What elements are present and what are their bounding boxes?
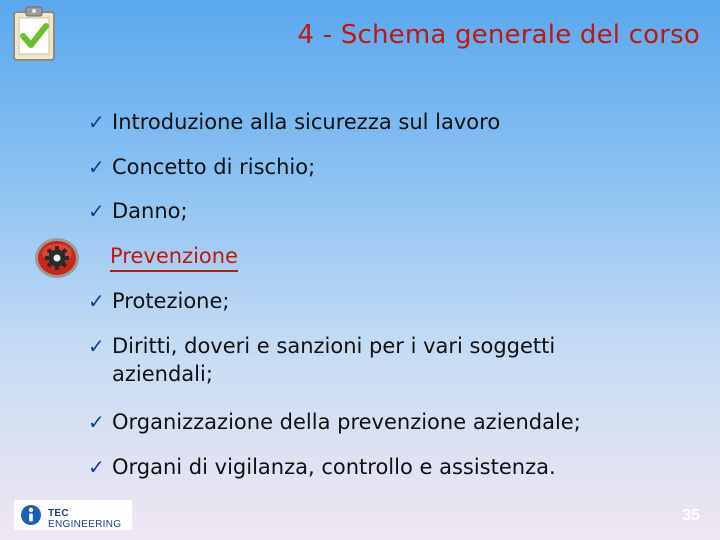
- checkmark-icon: ✓: [88, 110, 105, 134]
- outline-item: ✓ Organizzazione della prevenzione aziendale;: [88, 410, 581, 434]
- gear-button-icon[interactable]: [32, 236, 82, 280]
- outline-item: ✓ Introduzione alla sicurezza sul lavoro: [88, 110, 501, 134]
- outline-item: ✓ Diritti, doveri e sanzioni per i vari soggetti aziendali;: [88, 334, 556, 386]
- checkmark-icon: ✓: [88, 155, 105, 179]
- checkmark-icon: ✓: [88, 334, 105, 358]
- company-logo: [14, 500, 132, 530]
- outline-item: ✓ Organi di vigilanza, controllo e assistenza.: [88, 455, 556, 479]
- page-number: 35: [682, 507, 700, 524]
- outline-item: ✓ Danno;: [88, 199, 188, 223]
- logo-brand: TEC: [48, 508, 69, 519]
- checkmark-icon: ✓: [88, 199, 105, 223]
- checkmark-icon: ✓: [88, 455, 105, 479]
- checkmark-icon: ✓: [88, 410, 105, 434]
- checkmark-icon: ✓: [88, 289, 105, 313]
- slide-title: 4 - Schema generale del corso: [297, 20, 700, 50]
- company-logo-icon: [20, 504, 42, 526]
- outline-item: ✓ Protezione;: [88, 289, 230, 313]
- outline-item: ✓ Concetto di rischio;: [88, 155, 316, 179]
- logo-suffix: ENGINEERING: [48, 519, 122, 530]
- highlighted-topic-link[interactable]: Prevenzione: [110, 242, 238, 272]
